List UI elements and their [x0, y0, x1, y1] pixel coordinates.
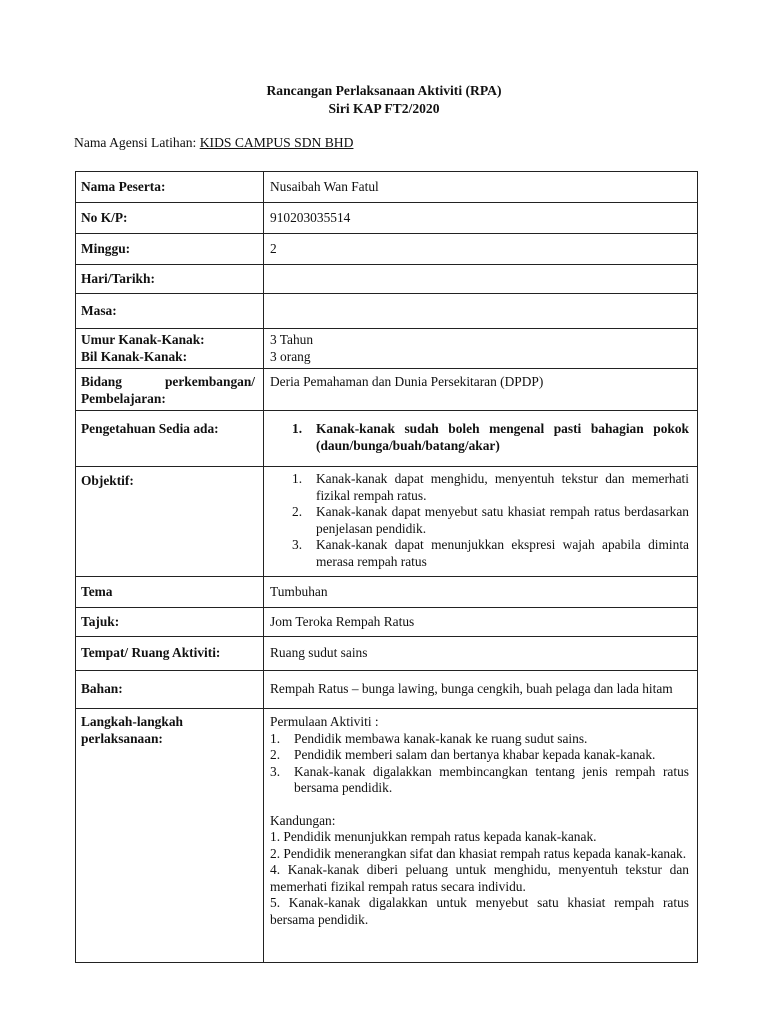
value-umur-bil	[264, 329, 698, 369]
label-bidang-line1: Bidang perkembangan/	[81, 374, 255, 389]
value-peserta: Nusaibah Wan Fatul	[264, 172, 698, 203]
row-tempat	[76, 637, 698, 671]
label-tema: Tema	[76, 577, 264, 608]
value-tarikh	[264, 265, 698, 294]
row-objektif	[76, 467, 698, 577]
value-umur: 3 Tahun	[270, 332, 314, 347]
label-pengetahuan: Pengetahuan Sedia ada:	[76, 411, 264, 467]
label-kp: No K/P:	[76, 203, 264, 234]
value-bahan: Rempah Ratus – bunga lawing, bunga cengkih, buah pelaga dan lada hitam	[264, 671, 698, 709]
row-masa	[76, 294, 698, 329]
permulaan-list	[270, 731, 689, 797]
kandungan-item: 2. Pendidik menerangkan sifat dan khasiat rempah ratus kepada kanak-kanak.	[270, 845, 687, 861]
activity-plan-table	[75, 171, 698, 963]
value-bidang: Deria Pemahaman dan Dunia Persekitaran (DPDP)	[264, 369, 698, 411]
label-umur-bil	[76, 329, 264, 369]
label-bahan: Bahan:	[76, 671, 264, 709]
label-tempat: Tempat/ Ruang Aktiviti:	[76, 637, 264, 671]
kandungan-item: 5. Kanak-kanak digalakkan untuk menyebut satu khasiat rempah ratus bersama pendidik.	[270, 895, 689, 927]
agency-line	[74, 135, 353, 151]
value-masa	[264, 294, 698, 329]
label-langkah	[76, 709, 264, 963]
row-umur-bil	[76, 329, 698, 369]
value-pengetahuan	[264, 411, 698, 467]
value-langkah	[264, 709, 698, 963]
row-langkah	[76, 709, 698, 963]
list-item: 1. Pendidik membawa kanak-kanak ke ruang sudut sains.	[270, 730, 588, 746]
list-item: 1. Kanak-kanak sudah boleh mengenal pasti bahagian pokok (daun/bunga/buah/batang/akar)	[292, 421, 689, 453]
row-bahan	[76, 671, 698, 709]
row-minggu	[76, 234, 698, 265]
list-item: 2. Kanak-kanak dapat menyebut satu khasiat rempah ratus berdasarkan penjelasan pendidik.	[292, 504, 689, 536]
kandungan-item: 1. Pendidik menunjukkan rempah ratus kepada kanak-kanak.	[270, 829, 597, 844]
value-tempat: Ruang sudut sains	[264, 637, 698, 671]
agency-value: KIDS CAMPUS SDN BHD	[199, 135, 354, 150]
agency-label: Nama Agensi Latihan:	[74, 135, 197, 150]
pengetahuan-list	[292, 421, 689, 454]
label-langkah-line1: Langkah-langkah	[81, 714, 183, 729]
document-subtitle: Siri KAP FT2/2020	[328, 101, 440, 116]
row-tema	[76, 577, 698, 608]
row-kp	[76, 203, 698, 234]
list-item: 1. Kanak-kanak dapat menghidu, menyentuh tekstur dan memerhati fizikal rempah ratus.	[292, 471, 689, 503]
label-bil: Bil Kanak-Kanak:	[81, 348, 188, 364]
value-bil: 3 orang	[270, 348, 311, 364]
label-peserta: Nama Peserta:	[76, 172, 264, 203]
label-tarikh: Hari/Tarikh:	[76, 265, 264, 294]
label-tajuk: Tajuk:	[76, 608, 264, 637]
document-title: Rancangan Perlaksanaan Aktiviti (RPA)	[266, 83, 502, 98]
kandungan-item: 4. Kanak-kanak diberi peluang untuk menghidu, menyentuh tekstur dan memerhati fizikal rempah ratus secara individu.	[270, 862, 689, 894]
label-umur: Umur Kanak-Kanak:	[81, 332, 205, 347]
row-tarikh	[76, 265, 698, 294]
row-pengetahuan	[76, 411, 698, 467]
row-tajuk	[76, 608, 698, 637]
list-item: 3. Kanak-kanak dapat menunjukkan ekspresi wajah apabila diminta merasa rempah ratus	[292, 537, 689, 569]
objektif-list	[292, 471, 689, 570]
label-langkah-line2: perlaksanaan:	[81, 730, 163, 746]
label-bidang-line2: Pembelajaran:	[81, 390, 166, 406]
value-objektif	[264, 467, 698, 577]
value-tajuk: Jom Teroka Rempah Ratus	[264, 608, 698, 637]
label-bidang	[76, 369, 264, 411]
value-tema: Tumbuhan	[264, 577, 698, 608]
permulaan-heading: Permulaan Aktiviti :	[270, 714, 379, 729]
list-item: 2. Pendidik memberi salam dan bertanya khabar kepada kanak-kanak.	[270, 747, 656, 762]
value-kp: 910203035514	[264, 203, 698, 234]
row-peserta	[76, 172, 698, 203]
label-minggu: Minggu:	[76, 234, 264, 265]
label-objektif: Objektif:	[76, 467, 264, 577]
kandungan-heading: Kandungan:	[270, 812, 336, 828]
row-bidang	[76, 369, 698, 411]
list-item: 3. Kanak-kanak digalakkan membincangkan tentang jenis rempah ratus bersama pendidik.	[270, 763, 689, 795]
value-minggu: 2	[264, 234, 698, 265]
label-masa: Masa:	[76, 294, 264, 329]
